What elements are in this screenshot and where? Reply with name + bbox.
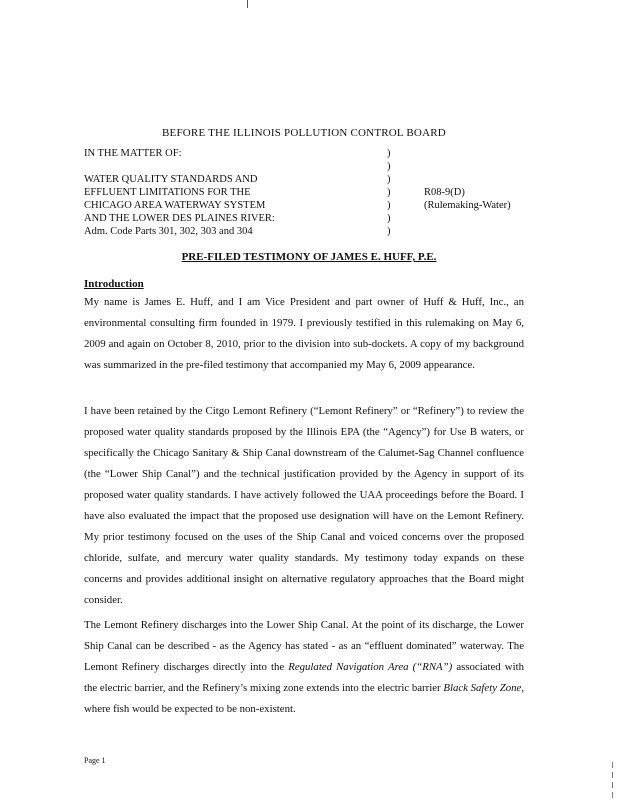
caption-paren: ) <box>387 148 391 159</box>
caption-paren: ) <box>387 213 391 224</box>
paragraph: My name is James E. Huff, and I am Vice President and part owner of Huff & Huff, Inc., an environmental consulting firm founded in 1979. I previously testified in this rulemaking on May 6, 2009 and again on October 8, 2010, prior to the division into sub-dockets. A copy of my background was summarized in the pre-filed testimony that accompanied my May 6, 2009 appearance. <box>84 296 524 371</box>
paragraph-text: , where fish would be expected to be non-existent. <box>84 682 525 715</box>
scan-mark <box>247 0 248 8</box>
caption-paren: ) <box>387 226 391 237</box>
caption-paren: ) <box>387 200 391 211</box>
caption-paren: ) <box>387 187 391 198</box>
court-heading: BEFORE THE ILLINOIS POLLUTION CONTROL BOARD <box>162 127 446 139</box>
caption-line: IN THE MATTER OF: <box>84 148 182 159</box>
scan-mark <box>612 792 613 798</box>
caption-right <box>424 186 511 212</box>
paragraph-text: associated with the electric barrier, and the Refinery’s mixing zone extends into the electric barrier <box>84 661 524 694</box>
rna-abbrev: (“RNA”) <box>412 661 453 673</box>
docket-type: (Rulemaking-Water) <box>424 200 511 211</box>
scan-mark <box>612 772 613 778</box>
caption-parens <box>387 147 391 238</box>
bsz-term: Black Safety Zone <box>443 682 522 694</box>
caption-line: WATER QUALITY STANDARDS AND <box>84 174 258 185</box>
caption-line: Adm. Code Parts 301, 302, 303 and 304 <box>84 226 253 237</box>
paragraph <box>84 615 524 720</box>
caption-line: AND THE LOWER DES PLAINES RIVER: <box>84 213 275 224</box>
page-number: Page 1 <box>84 756 106 765</box>
scan-mark <box>612 782 613 788</box>
paragraph-text: The Lemont Refinery discharges into the Lower Ship Canal. At the point of its discharge, the Lower Ship Canal can be described - as the Agency has stated - as an “effluent dominated” waterway. The Lemont Refinery discharges directly into the <box>84 619 524 673</box>
caption-line: CHICAGO AREA WATERWAY SYSTEM <box>84 200 266 211</box>
caption-left <box>84 147 275 238</box>
caption-line <box>84 160 275 173</box>
caption-paren: ) <box>387 161 391 172</box>
section-heading: Introduction <box>84 278 144 290</box>
caption-paren: ) <box>387 174 391 185</box>
docket-number: R08-9(D) <box>424 187 465 198</box>
scan-mark <box>612 762 613 768</box>
caption-line: EFFLUENT LIMITATIONS FOR THE <box>84 187 251 198</box>
rna-term: Regulated Navigation Area <box>288 661 409 673</box>
paragraph: I have been retained by the Citgo Lemont Refinery (“Lemont Refinery” or “Refinery”) to review the proposed water quality standards proposed by the Illinois EPA (the “Agency”) for Use B waters, or specifically the Chicago Sanitary & Ship Canal downstream of the Calumet-Sag Channel confluence (the “Lower Ship Canal”) and the technical justification provided by the Agency in support of its proposed water quality standards. I have actively followed the UAA proceedings before the Board. I have also evaluated the impact that the proposed use designation will have on the Lemont Refinery. My prior testimony focused on the uses of the Ship Canal and voiced concerns over the proposed chloride, sulfate, and mercury water quality standards. My testimony today expands on these concerns and provides additional insight on alternative regulatory approaches that the Board might consider. <box>84 405 524 606</box>
document-title: PRE-FILED TESTIMONY OF JAMES E. HUFF, P.E. <box>181 251 437 263</box>
